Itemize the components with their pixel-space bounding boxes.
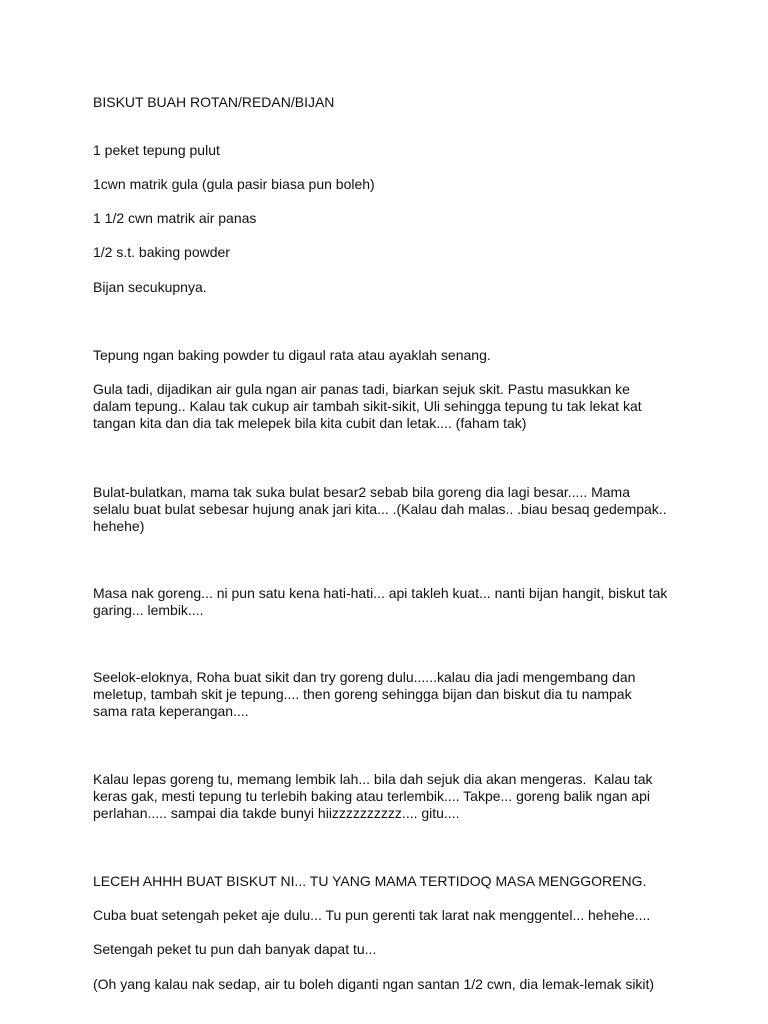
instruction-line: LECEH AHHH BUAT BISKUT NI... TU YANG MAMA TERTIDOQ MASA MENGGORENG. [93,873,647,889]
instruction-line: selalu buat bulat sebesar hujung anak jari kita... .(Kalau dah malas.. .biau besaq gedempak.. [93,501,667,517]
instruction-line: Tepung ngan baking powder tu digaul rata atau ayaklah senang. [93,347,491,363]
ingredient-item: 1/2 s.t. baking powder [93,244,230,260]
instruction-line: Gula tadi, dijadikan air gula ngan air panas tadi, biarkan sejuk skit. Pastu masukkan ke [93,381,630,397]
instruction-line: sama rata keperangan.... [93,703,249,719]
ingredient-item: 1 peket tepung pulut [93,142,220,158]
instruction-line: keras gak, mesti tepung tu terlebih baking atau terlembik.... Takpe... goreng balik ngan api [93,788,650,804]
instruction-line: garing... lembik.... [93,602,204,618]
instruction-line: Setengah peket tu pun dah banyak dapat tu... [93,941,377,957]
instruction-line: Cuba buat setengah peket aje dulu... Tu pun gerenti tak larat nak menggentel... hehehe.... [93,907,651,923]
instruction-line: meletup, tambah skit je tepung.... then goreng sehingga bijan dan biskut dia tu nampak [93,686,632,702]
instruction-line: tangan kita dan dia tak melepek bila kita cubit dan letak.... (faham tak) [93,415,527,431]
instruction-line: perlahan..... sampai dia takde bunyi hiizzzzzzzzzz.... gitu.... [93,805,460,821]
ingredient-item: 1 1/2 cwn matrik air panas [93,210,257,226]
instruction-line: (Oh yang kalau nak sedap, air tu boleh diganti ngan santan 1/2 cwn, dia lemak-lemak sikit) [93,976,655,992]
ingredient-item: 1cwn matrik gula (gula pasir biasa pun boleh) [93,176,375,192]
instruction-line: Masa nak goreng... ni pun satu kena hati-hati... api takleh kuat... nanti bijan hangit, biskut tak [93,585,668,601]
instruction-line: Seelok-eloknya, Roha buat sikit dan try goreng dulu......kalau dia jadi mengembang dan [93,669,636,685]
instruction-line: hehehe) [93,518,145,534]
recipe-title: BISKUT BUAH ROTAN/REDAN/BIJAN [93,94,335,110]
instruction-line: dalam tepung.. Kalau tak cukup air tambah sikit-sikit, Uli sehingga tepung tu tak lekat kat [93,398,642,414]
ingredient-item: Bijan secukupnya. [93,279,207,295]
instruction-line: Kalau lepas goreng tu, memang lembik lah... bila dah sejuk dia akan mengeras. Kalau tak [93,771,653,787]
instruction-line: Bulat-bulatkan, mama tak suka bulat besar2 sebab bila goreng dia lagi besar..... Mama [93,484,630,500]
